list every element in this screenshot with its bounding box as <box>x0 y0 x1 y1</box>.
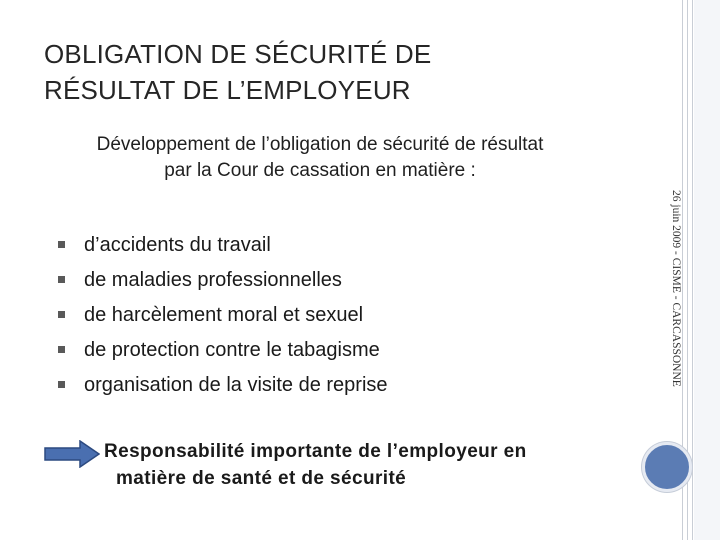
conclusion-line-2: matière de santé et de sécurité <box>116 468 407 489</box>
right-arrow-icon <box>44 440 100 468</box>
bullet-item: organisation de la visite de reprise <box>58 370 388 405</box>
title-line-1: OBLIGATION DE SÉCURITÉ DE <box>44 39 432 69</box>
slide-subtitle <box>40 132 600 184</box>
conclusion-text <box>104 438 624 492</box>
decorative-circle <box>642 442 692 492</box>
bullet-list <box>58 230 388 405</box>
square-bullet-icon <box>58 381 65 388</box>
square-bullet-icon <box>58 276 65 283</box>
subtitle-line-2: par la Cour de cassation en matière : <box>164 160 476 181</box>
bullet-item: de protection contre le tabagisme <box>58 335 388 370</box>
vertical-footer-text: 26 juin 2009 - CISME - CARCASSONNE <box>670 190 682 387</box>
square-bullet-icon <box>58 311 65 318</box>
bullet-item: d’accidents du travail <box>58 230 388 265</box>
conclusion-line-1: Responsabilité importante de l’employeur en <box>104 441 527 462</box>
slide-title <box>44 36 604 108</box>
square-bullet-icon <box>58 241 65 248</box>
square-bullet-icon <box>58 346 65 353</box>
right-edge-decoration <box>694 0 720 540</box>
title-line-2: RÉSULTAT DE L’EMPLOYEUR <box>44 75 411 105</box>
bullet-item: de maladies professionnelles <box>58 265 388 300</box>
vertical-footer <box>668 190 682 400</box>
bullet-item: de harcèlement moral et sexuel <box>58 300 388 335</box>
subtitle-line-1: Développement de l’obligation de sécurité de résultat <box>96 134 544 155</box>
